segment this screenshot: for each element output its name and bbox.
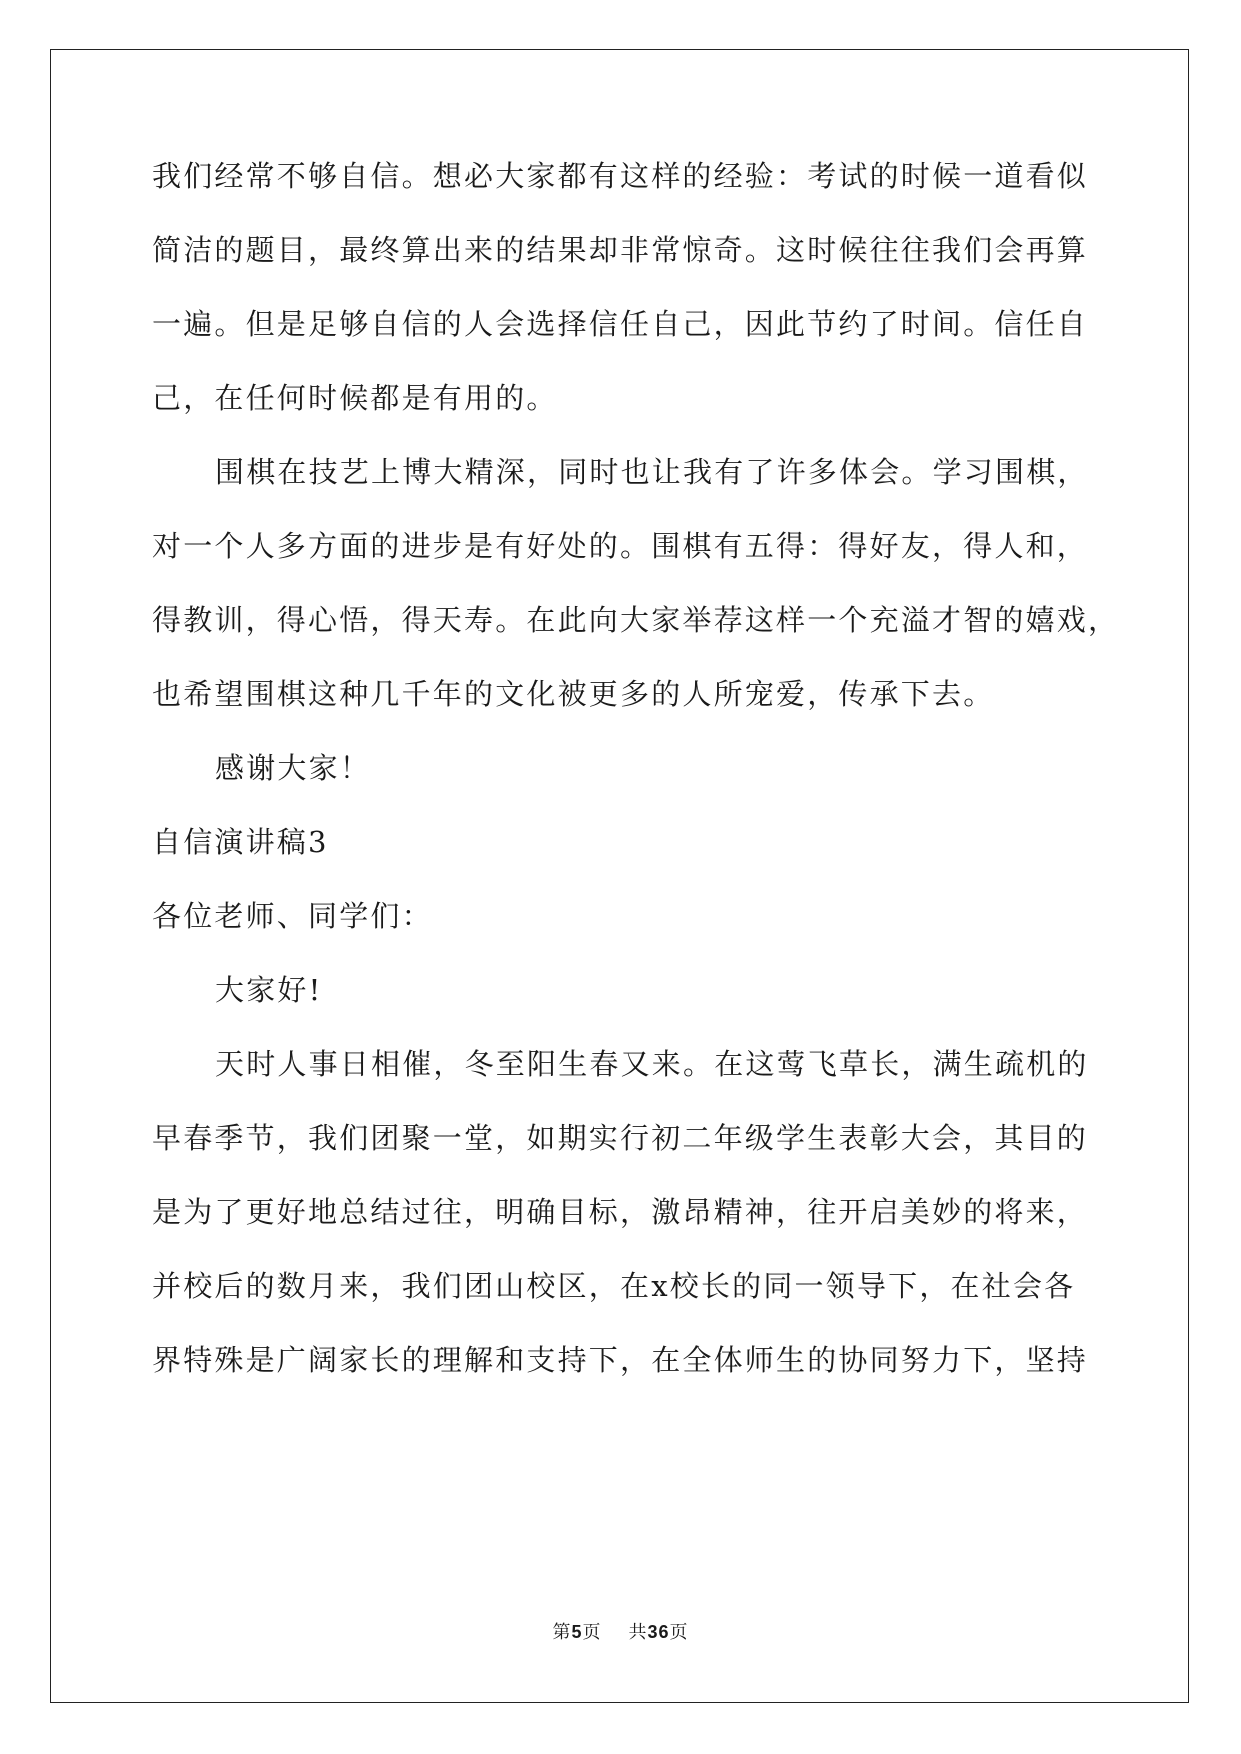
paragraph-line: 一遍。但是足够自信的人会选择信任自己，因此节约了时间。信任自	[152, 307, 1089, 341]
paragraph-line: 简洁的题目，最终算出来的结果却非常惊奇。这时候往往我们会再算	[152, 233, 1089, 267]
paragraph-line: 得教训，得心悟，得天寿。在此向大家举荐这样一个充溢才智的嬉戏，	[152, 603, 1120, 637]
current-page-number: 5	[571, 1622, 583, 1642]
paragraph-line: 围棋在技艺上博大精深，同时也让我有了许多体会。学习围棋，	[215, 455, 1089, 489]
footer-total-unit: 页	[669, 1622, 689, 1643]
paragraph-line: 我们经常不够自信。想必大家都有这样的经验：考试的时候一道看似	[152, 159, 1089, 193]
paragraph-line: 是为了更好地总结过往，明确目标，激昂精神，往开启美妙的将来，	[152, 1195, 1089, 1229]
footer-page-unit: 页	[582, 1622, 602, 1643]
paragraph-line: 对一个人多方面的进步是有好处的。围棋有五得：得好友，得人和，	[152, 529, 1089, 563]
page-border	[50, 49, 1189, 1703]
paragraph-line: 天时人事日相催，冬至阳生春又来。在这莺飞草长，满生疏机的	[215, 1047, 1089, 1081]
closing-line: 感谢大家！	[215, 751, 372, 785]
total-page-count: 36	[647, 1622, 670, 1642]
greeting: 大家好!	[215, 973, 323, 1007]
salutation: 各位老师、同学们：	[152, 899, 433, 933]
paragraph-line: 也希望围棋这种几千年的文化被更多的人所宠爱，传承下去。	[152, 677, 995, 711]
footer-prefix: 第	[552, 1622, 572, 1643]
paragraph-line: 并校后的数月来，我们团山校区，在x校长的同一领导下，在社会各	[152, 1269, 1076, 1303]
footer-total-prefix: 共	[628, 1622, 648, 1643]
paragraph-line: 己，在任何时候都是有用的。	[152, 381, 558, 415]
section-title: 自信演讲稿3	[152, 825, 329, 859]
paragraph-line: 界特殊是广阔家长的理解和支持下，在全体师生的协同努力下，坚持	[152, 1343, 1089, 1377]
page-footer	[0, 1621, 1241, 1644]
paragraph-line: 早春季节，我们团聚一堂，如期实行初二年级学生表彰大会，其目的	[152, 1121, 1089, 1155]
